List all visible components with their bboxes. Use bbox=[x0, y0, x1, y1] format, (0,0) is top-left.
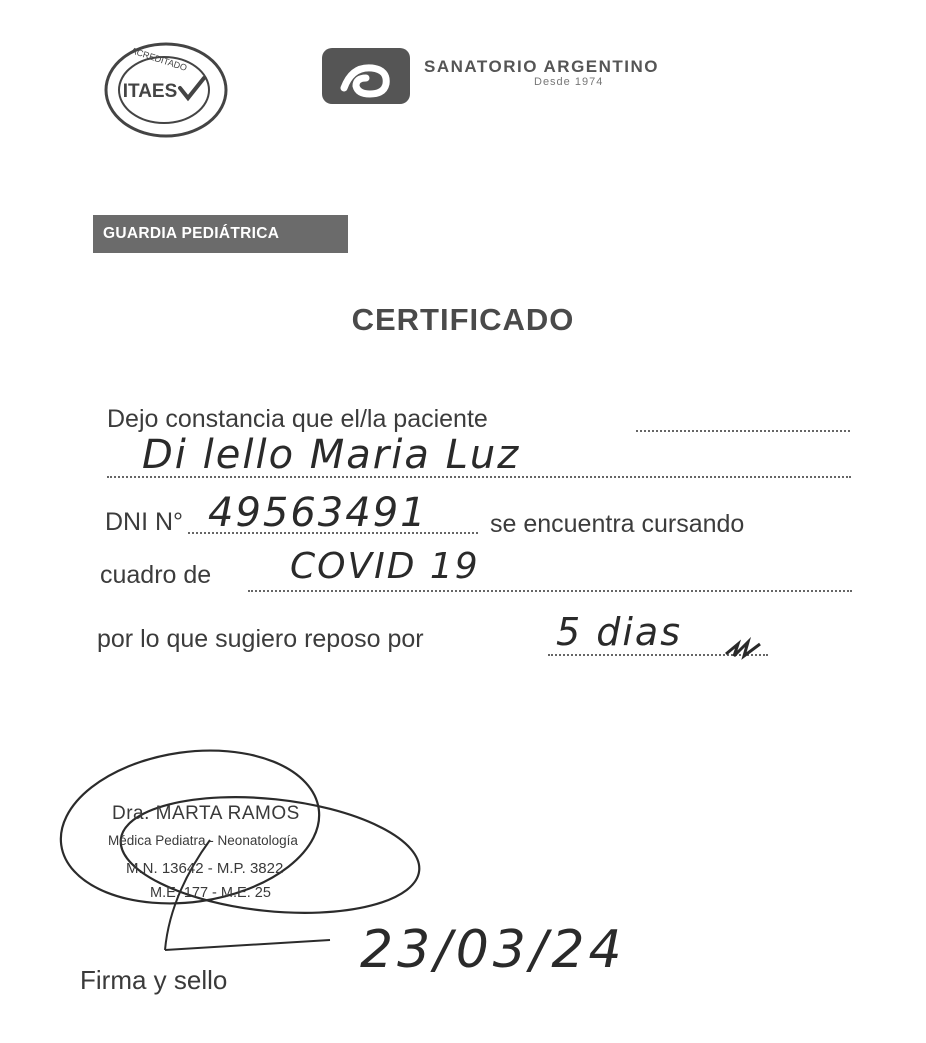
doctor-registration-2: M.E. 177 - M.E. 25 bbox=[150, 885, 271, 901]
doctor-registration-1: M.N. 13642 - M.P. 3822 bbox=[126, 860, 284, 877]
itaes-accreditation-logo bbox=[100, 40, 232, 140]
checkmark-icon bbox=[180, 78, 204, 98]
patient-intro-label: Dejo constancia que el/la paciente bbox=[107, 405, 488, 433]
patient-name-handwritten: Di lello Maria Luz bbox=[142, 432, 521, 478]
section-badge: GUARDIA PEDIÁTRICA bbox=[93, 215, 348, 253]
institution-name: SANATORIO ARGENTINO bbox=[424, 57, 660, 76]
doctor-name: Dra. MARTA RAMOS bbox=[112, 803, 300, 824]
institution-since: Desde 1974 bbox=[534, 76, 604, 88]
dni-label: DNI N° bbox=[105, 508, 184, 536]
handwritten-date: 23/03/24 bbox=[360, 920, 626, 980]
accreditation-text: ACREDITADO bbox=[129, 45, 189, 73]
dotted-leader bbox=[636, 430, 850, 432]
scribble-mark bbox=[722, 636, 766, 662]
document-title: CERTIFICADO bbox=[351, 302, 575, 337]
dni-handwritten: 49563491 bbox=[208, 490, 428, 536]
condition-label: cuadro de bbox=[100, 561, 212, 589]
itaes-mark: ITAES bbox=[122, 81, 178, 102]
signature-label: Firma y sello bbox=[80, 965, 228, 995]
doctor-specialty: Médica Pediatra - Neonatología bbox=[108, 833, 298, 848]
condition-handwritten: COVID 19 bbox=[290, 546, 480, 587]
rest-label: por lo que sugiero reposo por bbox=[97, 625, 424, 653]
dotted-leader bbox=[248, 590, 852, 592]
rest-days-handwritten: 5 dias bbox=[556, 610, 683, 654]
dni-suffix-text: se encuentra cursando bbox=[490, 510, 745, 538]
sanatorio-logo-icon bbox=[322, 48, 410, 104]
